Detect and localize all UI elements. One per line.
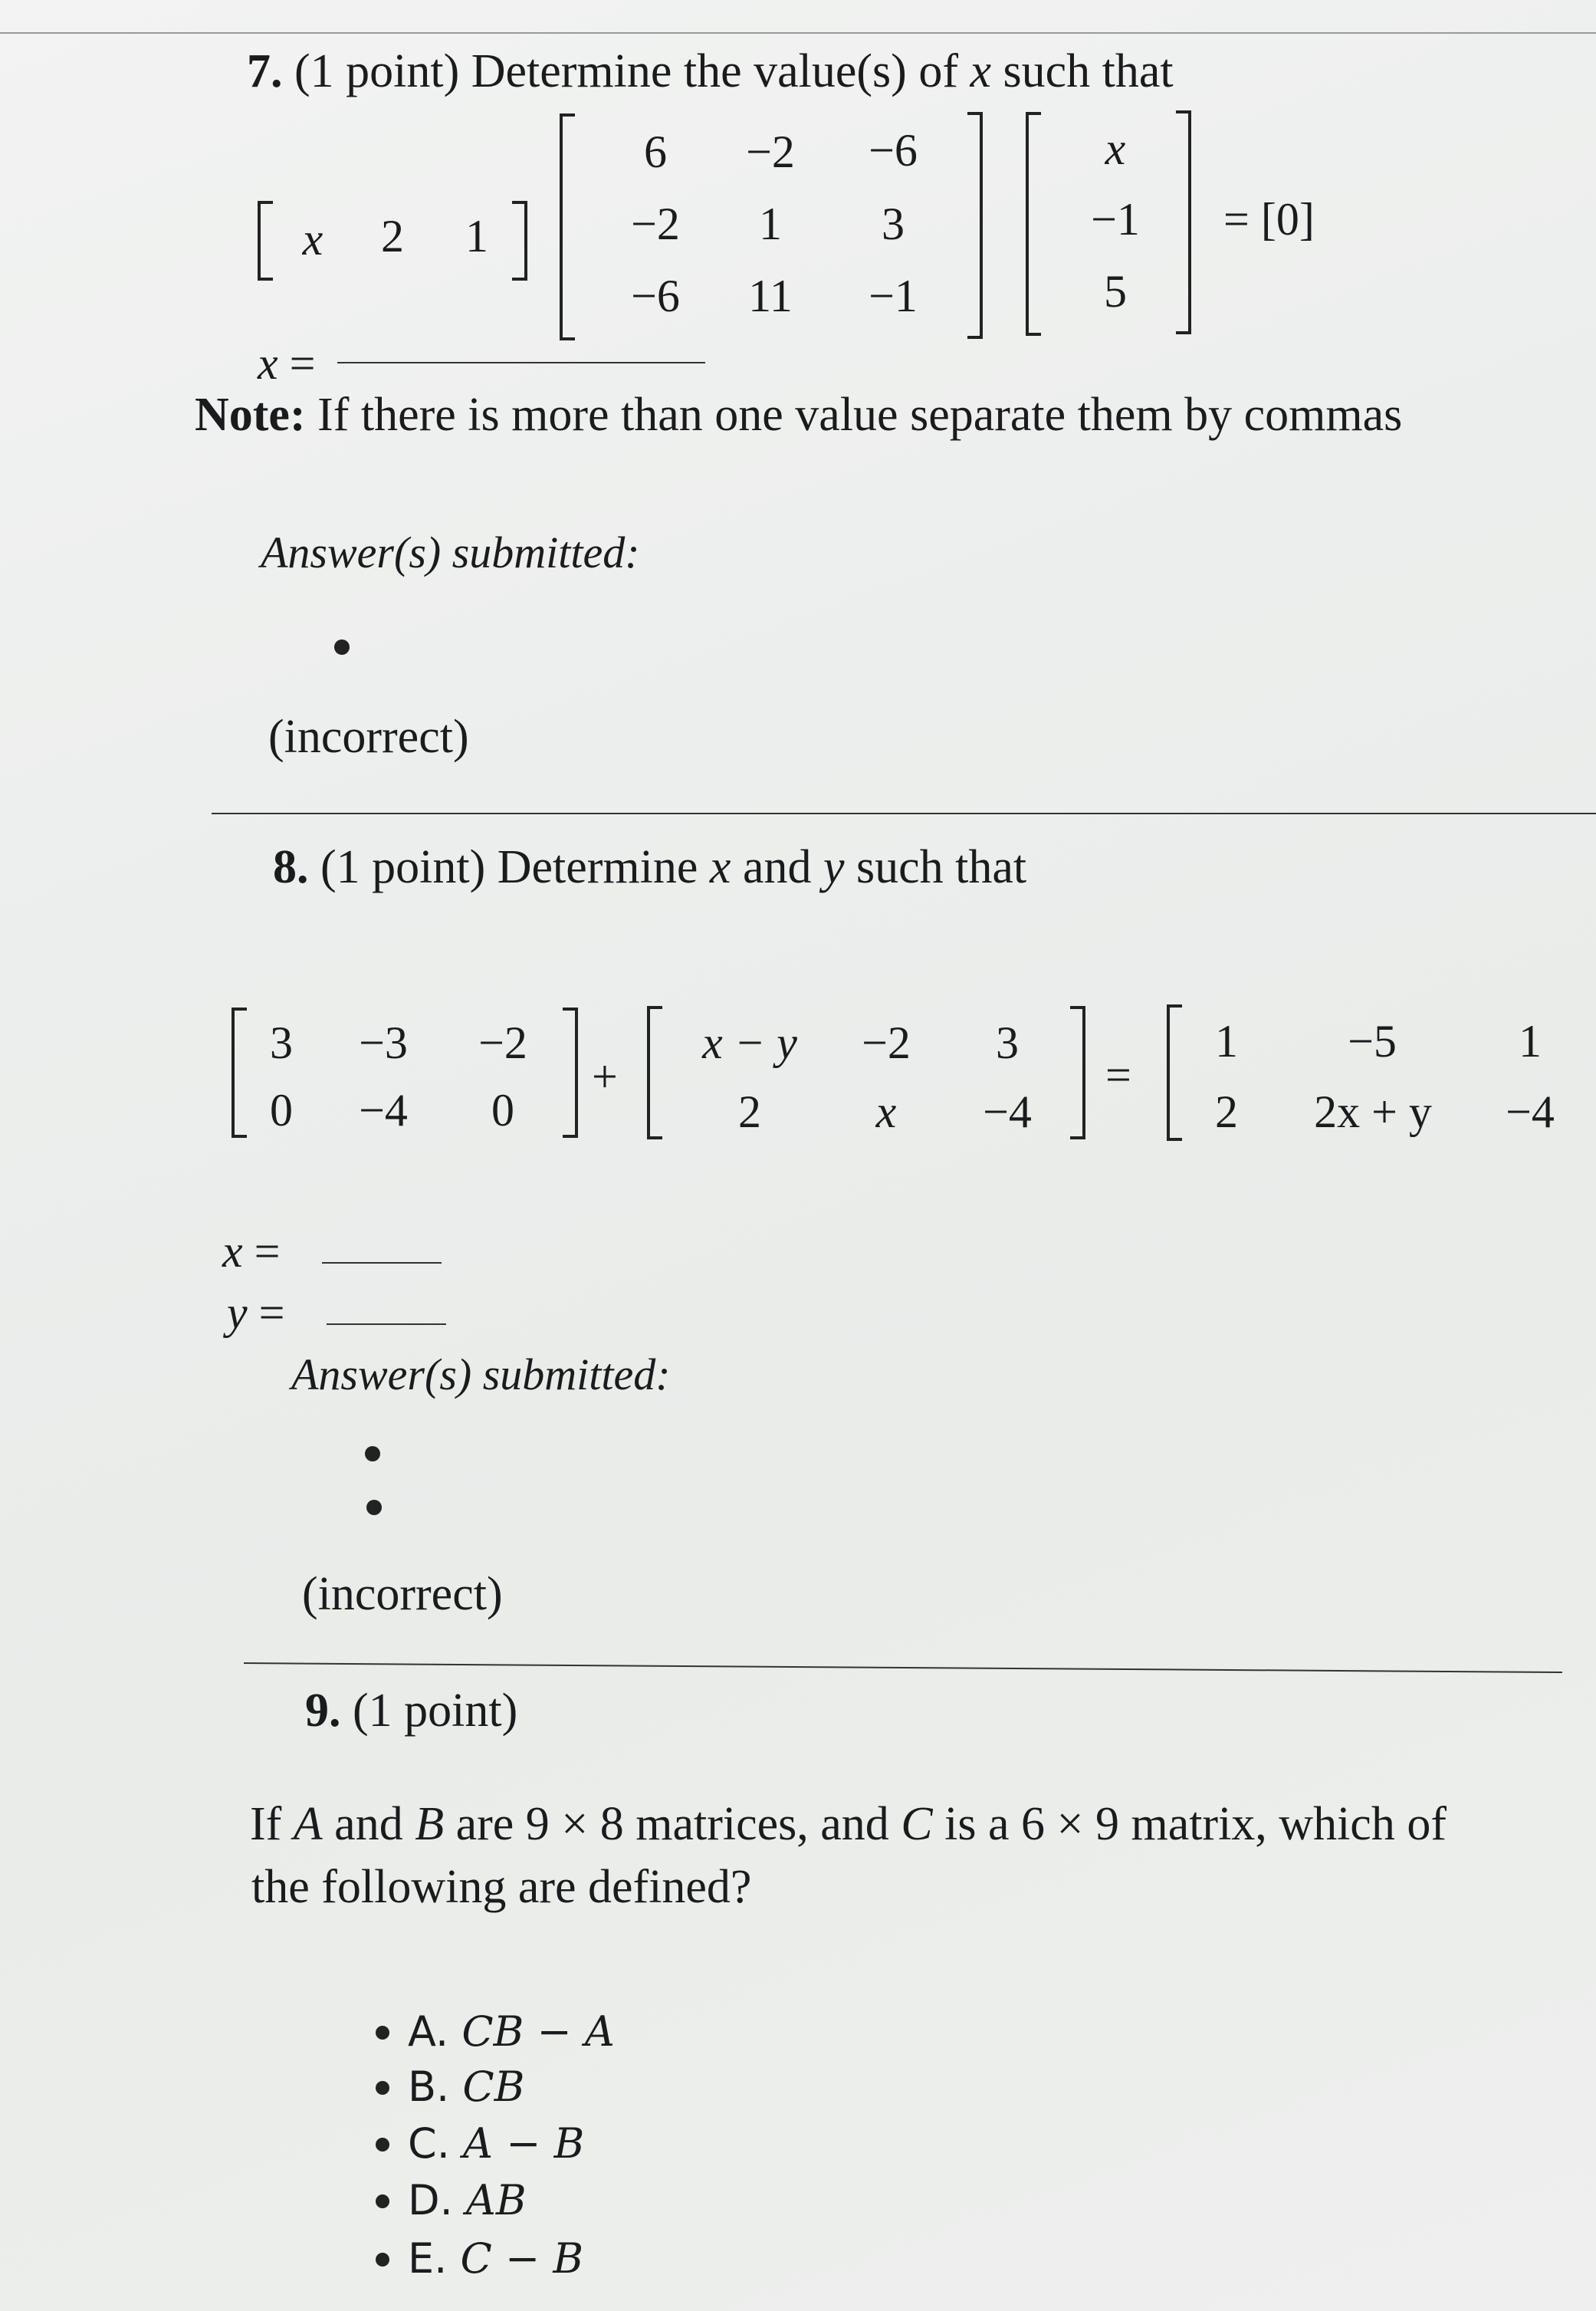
q9-option-e[interactable]: [376, 2234, 583, 2283]
q7-matrix-bracket-left: [560, 113, 575, 340]
q7-number: 7.: [247, 45, 283, 97]
q9-option-letter: B.: [408, 2063, 450, 2111]
q8-heading: [273, 843, 1026, 891]
q8-matrix-b-cell: x: [875, 1086, 897, 1137]
q8-matrix-a-bracket-left: [232, 1008, 247, 1138]
q7-status: (incorrect): [268, 711, 469, 763]
q8-matrix-a-cell: 3: [270, 1017, 293, 1068]
q8-submitted-label: Answer(s) submitted:: [291, 1349, 671, 1399]
q8-answer-bullet: [366, 1500, 382, 1515]
q9-option-expr: CB: [462, 2063, 525, 2111]
q9-is: is a 6 × 9 matrix, which of: [944, 1798, 1447, 1850]
q8-and: and: [742, 841, 812, 893]
q7-rowvec-bracket-right: [512, 201, 527, 281]
q8-matrix-c-cell: −4: [1506, 1086, 1555, 1137]
q8-number: 8.: [273, 841, 309, 893]
q9-option-expr: CB − A: [461, 2007, 615, 2056]
bullet-icon: [376, 2194, 389, 2208]
q9-option-expr: A − B: [463, 2119, 585, 2168]
q8-matrix-a-cell: −4: [359, 1085, 408, 1136]
q9-option-letter: A.: [408, 2007, 449, 2056]
q7-matrix-cell: −2: [631, 199, 680, 249]
q9-option-expr: AB: [465, 2176, 527, 2224]
q9-var-a: A: [293, 1798, 323, 1850]
q8-var-x: x: [709, 841, 731, 893]
q9-are: are 9 × 8 matrices, and: [455, 1798, 889, 1850]
q8-matrix-b-cell: 2: [738, 1086, 761, 1137]
q8-points: (1 point): [320, 841, 486, 893]
q9-option-letter: D.: [408, 2176, 453, 2224]
bullet-icon: [376, 2253, 389, 2267]
top-divider: [0, 32, 1596, 34]
q7-prompt-var: x: [970, 45, 992, 97]
q7-matrix-cell: 3: [882, 199, 905, 249]
q8-matrix-a-cell: 0: [270, 1085, 293, 1136]
q8-matrix-c-cell: 1: [1215, 1016, 1238, 1067]
q9-prompt-line2: the following are defined?: [251, 1861, 752, 1913]
q7-colvec-bracket-right: [1176, 110, 1191, 334]
q7-colvec-cell: 5: [1104, 266, 1127, 317]
q7-matrix-cell: 1: [759, 199, 782, 249]
q8-matrix-c-cell: 1: [1519, 1016, 1542, 1067]
q7-prompt-b: such that: [1003, 45, 1174, 97]
q7-colvec-cell: x: [1105, 123, 1126, 174]
q9-prompt-line1: [250, 1800, 1447, 1848]
q8-matrix-b-cell: x − y: [702, 1017, 797, 1068]
q7-points: (1 point): [294, 45, 460, 97]
q8-matrix-a-cell: 0: [491, 1085, 514, 1136]
q9-points: (1 point): [353, 1685, 518, 1737]
q7-matrix-cell: −2: [746, 127, 795, 177]
q8-matrix-a-cell: −2: [478, 1017, 527, 1068]
q9-number: 9.: [305, 1685, 341, 1737]
q7-note-text: If there is more than one value separate them by commas: [317, 389, 1403, 441]
bullet-icon: [376, 2138, 389, 2152]
q7-answer-bullet: [334, 639, 350, 655]
q8-matrix-b-cell: 3: [996, 1017, 1019, 1068]
q8-prompt-b: such that: [856, 841, 1027, 893]
q9-and: and: [334, 1798, 403, 1850]
q7-matrix-cell: −1: [869, 271, 918, 321]
q9-heading: [305, 1685, 518, 1737]
q8-answer-bullet: [365, 1446, 380, 1461]
q7-note: [195, 391, 1402, 439]
q7-matrix-cell: −6: [631, 271, 680, 321]
q8-matrix-b-cell: −4: [983, 1086, 1032, 1137]
q7-q8-divider: [212, 813, 1596, 814]
q7-answer-input[interactable]: [337, 362, 705, 363]
q8-matrix-a-bracket-right: [563, 1008, 578, 1138]
q8-matrix-b-bracket-left: [647, 1006, 662, 1139]
q8-matrix-c-cell: 2x + y: [1314, 1086, 1432, 1137]
q8-x-input[interactable]: [322, 1262, 442, 1264]
q8-prompt-a: Determine: [497, 841, 698, 893]
q7-colvec-cell: −1: [1091, 194, 1140, 245]
q7-prompt-a: Determine the value(s) of: [471, 45, 958, 97]
q8-matrix-c-cell: −5: [1348, 1016, 1397, 1067]
q8-equals: =: [1105, 1050, 1131, 1100]
q7-matrix-cell: 6: [644, 127, 667, 177]
q8-matrix-c-bracket-left: [1167, 1004, 1182, 1141]
q8-y-input[interactable]: [327, 1323, 446, 1325]
q8-matrix-a-cell: −3: [359, 1017, 408, 1068]
q9-option-d[interactable]: [376, 2176, 527, 2224]
q8-q9-divider: [244, 1662, 1562, 1673]
q9-option-letter: C.: [408, 2119, 450, 2168]
q8-var-y: y: [823, 841, 845, 893]
q8-y-label: y =: [227, 1287, 285, 1338]
q7-matrix-bracket-right: [967, 112, 983, 339]
q7-matrix-cell: −6: [869, 125, 918, 176]
q9-option-c[interactable]: [376, 2119, 584, 2168]
q7-rowvec-cell: 2: [381, 211, 404, 261]
q7-heading: [247, 45, 1174, 97]
q7-matrix-cell: 11: [748, 271, 793, 321]
q7-answer-label: x =: [258, 338, 316, 389]
q8-matrix-b-bracket-right: [1070, 1006, 1085, 1139]
q7-rowvec-cell: x: [302, 214, 323, 265]
bullet-icon: [376, 2026, 389, 2040]
q7-submitted-label: Answer(s) submitted:: [261, 528, 640, 577]
q9-option-a[interactable]: [376, 2007, 615, 2056]
q8-plus: +: [592, 1051, 618, 1102]
q8-status: (incorrect): [302, 1568, 503, 1620]
q8-matrix-b-cell: −2: [862, 1017, 911, 1068]
q9-option-b[interactable]: [376, 2063, 524, 2111]
q7-equals: = [0]: [1223, 194, 1315, 245]
q7-rowvec-cell: 1: [465, 211, 488, 261]
q8-x-label: x =: [222, 1226, 281, 1277]
q9-option-letter: E.: [408, 2234, 448, 2283]
q9-if: If: [250, 1798, 282, 1850]
bullet-icon: [376, 2081, 389, 2095]
q9-var-c: C: [901, 1798, 933, 1850]
q7-rowvec-bracket-left: [258, 201, 273, 281]
q7-note-label: Note:: [195, 389, 306, 441]
q8-matrix-c-cell: 2: [1215, 1086, 1238, 1137]
q7-colvec-bracket-left: [1026, 112, 1041, 336]
q9-option-expr: C − B: [460, 2234, 584, 2283]
q9-var-b: B: [415, 1798, 445, 1850]
